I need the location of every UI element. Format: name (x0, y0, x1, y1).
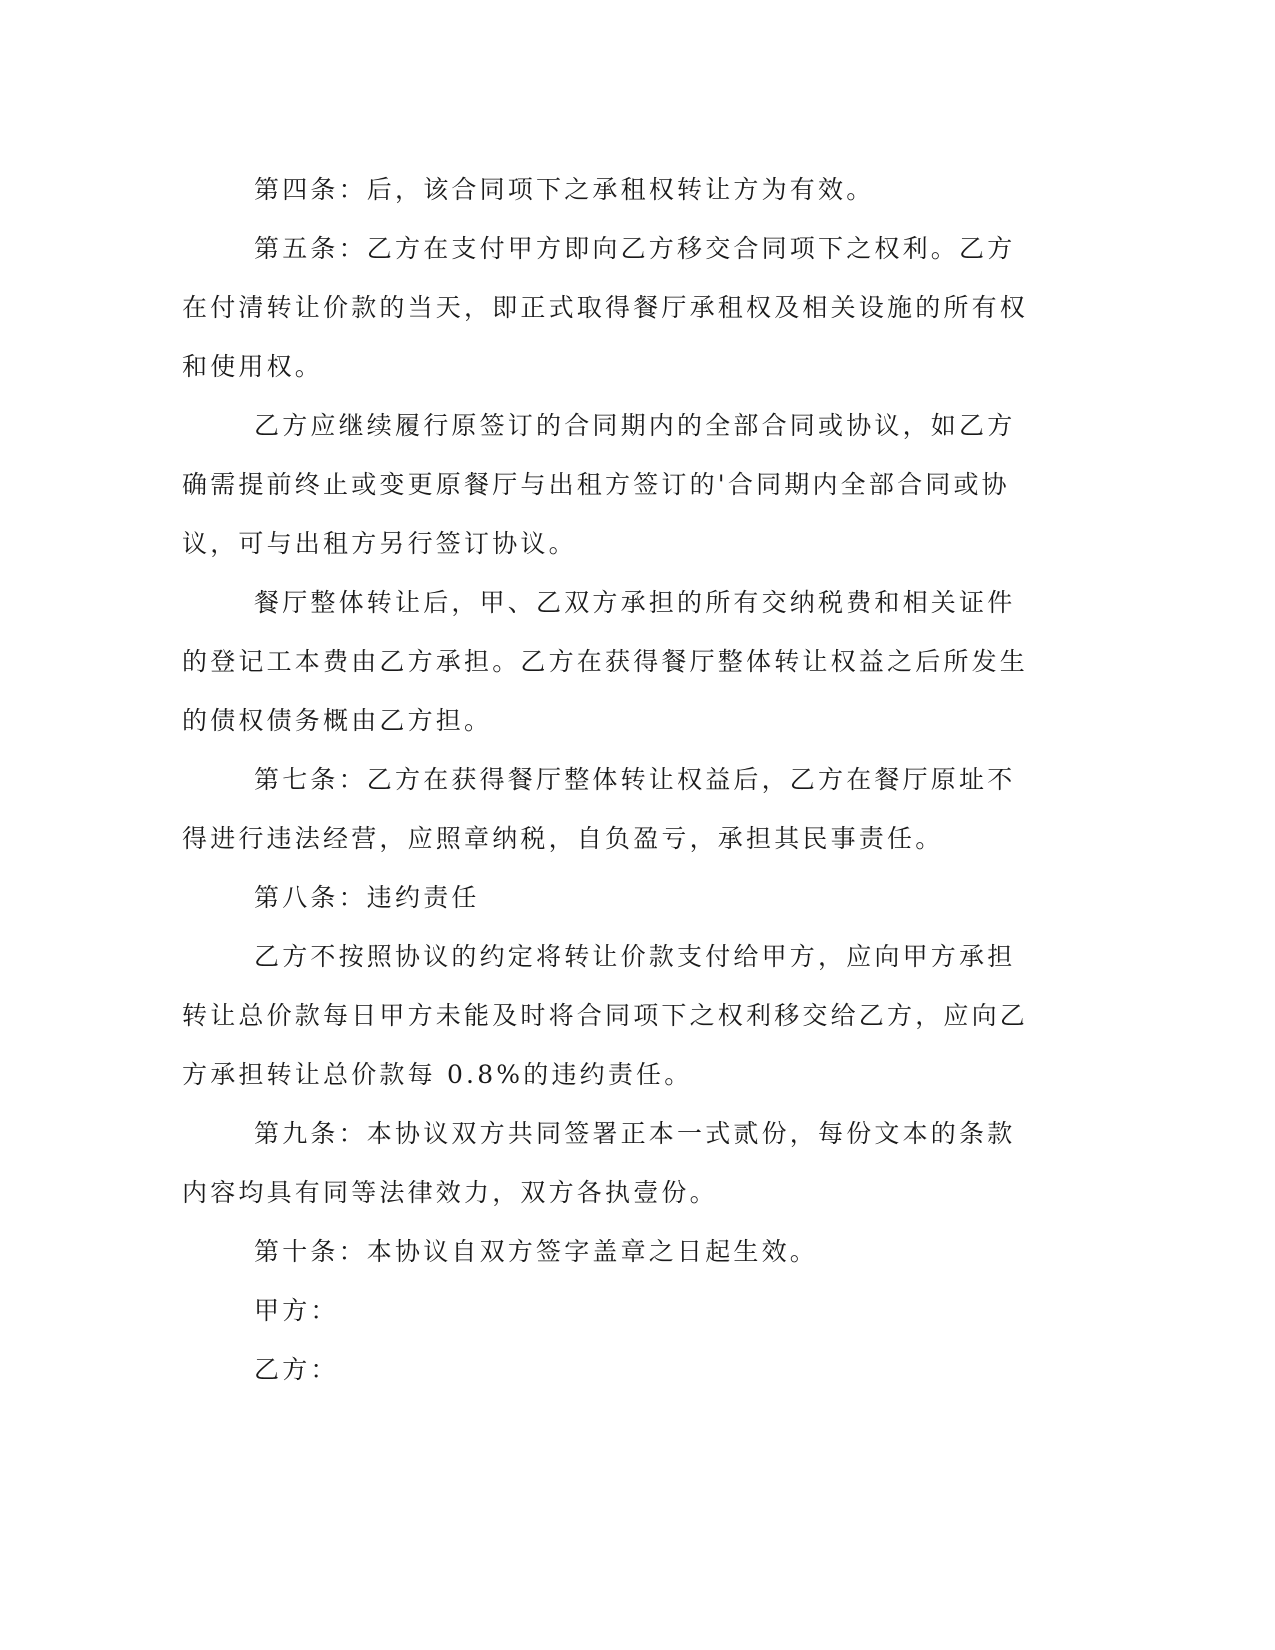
breach-liability-paragraph: 乙方不按照协议的约定将转让价款支付给甲方，应向甲方承担转让总价款每日甲方未能及时将合同项下之权利移交给乙方，应向乙方承担转让总价款每 0.8%的违约责任。 (182, 942, 1029, 1089)
party-b-signature-line: 乙方： (254, 1355, 339, 1384)
clause-7: 第七条：乙方在获得餐厅整体转让权益后，乙方在餐厅原址不得进行违法经营，应照章纳税，自负盈亏，承担其民事责任。 (182, 765, 1016, 853)
clause-4: 第四条：后，该合同项下之承租权转让方为有效。 (254, 175, 875, 204)
clause-8-heading: 第八条：违约责任 (254, 883, 480, 912)
contract-continuation-paragraph: 乙方应继续履行原签订的合同期内的全部合同或协议，如乙方确需提前终止或变更原餐厅与出租方签订的'合同期内全部合同或协议，可与出租方另行签订协议。 (182, 411, 1016, 558)
document-body (182, 160, 1030, 1399)
clause-9: 第九条：本协议双方共同签署正本一式贰份，每份文本的条款内容均具有同等法律效力，双方各执壹份。 (182, 1119, 1016, 1207)
tax-and-debt-paragraph: 餐厅整体转让后，甲、乙双方承担的所有交纳税费和相关证件的登记工本费由乙方承担。乙方在获得餐厅整体转让权益之后所发生的债权债务概由乙方担。 (182, 588, 1029, 735)
clause-5: 第五条：乙方在支付甲方即向乙方移交合同项下之权利。乙方在付清转让价款的当天，即正式取得餐厅承租权及相关设施的所有权和使用权。 (182, 234, 1029, 381)
party-a-signature-line: 甲方： (254, 1296, 339, 1325)
clause-10: 第十条：本协议自双方签字盖章之日起生效。 (254, 1237, 819, 1266)
